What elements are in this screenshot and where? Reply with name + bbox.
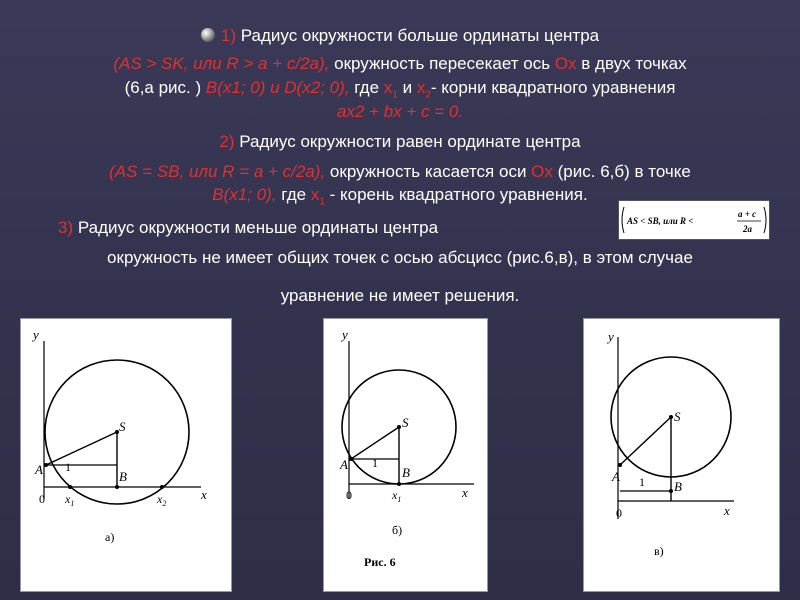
case3-heading <box>58 218 438 238</box>
figure-a-label-b: B <box>119 469 127 484</box>
figure-a-label-x1 <box>64 492 74 508</box>
case1-equation-line <box>0 102 800 122</box>
figure-c-label-1: 1 <box>639 475 645 489</box>
figure-c-point-a <box>618 463 622 467</box>
figure-c-origin: 0 <box>616 506 622 520</box>
case1-text4: где <box>354 78 380 97</box>
figure-b-label-a: A <box>340 457 348 472</box>
case2-text4: - корень квадратного уравнения. <box>329 185 588 204</box>
figure-c-svg <box>584 319 779 591</box>
figure-a-origin: 0 <box>39 492 45 506</box>
figure-c <box>583 318 780 592</box>
case1-and: и <box>402 78 413 97</box>
figure-a-x-label: x <box>201 487 207 502</box>
case1-text3: (6,а рис. ) <box>124 78 202 97</box>
case3-formula <box>619 201 769 239</box>
case2-heading <box>0 132 800 152</box>
figure-a-x1-sub: 1 <box>70 499 75 508</box>
formula-left: AS < SB, или R < <box>627 216 694 226</box>
figure-a-segment-as <box>46 432 117 465</box>
case1-text5: - корни квадратного уравнения <box>430 78 676 97</box>
bullet-icon <box>201 28 215 42</box>
figure-b-caption: б) <box>392 523 403 537</box>
case2-text2: (рис. 6,б) в точке <box>557 162 691 181</box>
case2-x1-sub: 1 <box>319 196 325 208</box>
case1-title: Радиус окружности больше ординаты центра <box>240 26 600 45</box>
formula-paren-right <box>764 207 766 233</box>
case1-x1-sub: 1 <box>392 89 398 101</box>
figure-a-point-b <box>115 485 119 489</box>
formula-paren-left <box>622 207 624 233</box>
figure-b-point-b <box>397 482 401 486</box>
figure-b-svg <box>324 319 487 591</box>
case2-text3: где <box>281 185 307 204</box>
figure-c-point-s <box>669 415 673 419</box>
case3-line3: уравнение не имеет решения. <box>280 286 520 305</box>
case1-x2-sub: 2 <box>425 89 431 101</box>
figure-b-segment-as <box>351 427 399 459</box>
figure-a-x1-base: x <box>65 492 71 506</box>
figure-a-label-1: 1 <box>65 460 71 474</box>
figure-c-label-s: S <box>674 409 681 424</box>
figure-c-y-label: y <box>608 329 614 344</box>
case1-equation: ax2 + bx + c = 0. <box>336 102 464 121</box>
figure-b-x1-base: x <box>392 488 398 502</box>
figure-b-point-s <box>397 425 401 429</box>
case3-formula-box <box>618 200 770 240</box>
case1-number: 1) <box>220 26 236 45</box>
case3-title: Радиус окружности меньше ординаты центра <box>77 218 439 237</box>
figure-b-x1-sub: 1 <box>397 495 402 504</box>
case2-x1: x <box>310 185 320 204</box>
case1-heading <box>0 26 800 46</box>
figure-b-label-x1 <box>391 488 401 504</box>
figure-a-label-x2 <box>156 492 166 508</box>
figure-a-label-s: S <box>119 419 126 434</box>
figure-a-caption: а) <box>105 530 115 544</box>
case2-line2 <box>0 162 800 182</box>
figure-a <box>20 318 232 592</box>
figure-c-x-label: x <box>724 503 730 518</box>
figure-b-y-label: y <box>342 327 348 342</box>
case2-condition: (AS = SB, или R = a + c/2a), <box>109 162 326 181</box>
case3-line2: окружность не имеет общих точек с осью абсцисс (рис.6,в), в этом случае <box>107 248 693 267</box>
figure-b-figlabel: Рис. 6 <box>364 555 396 569</box>
figure-a-svg <box>21 319 231 591</box>
figure-b-x-label: x <box>462 485 468 500</box>
figure-c-segment-as <box>620 417 671 465</box>
figure-c-caption: в) <box>654 544 664 558</box>
figure-b <box>323 318 488 592</box>
figure-a-y-label: y <box>33 327 39 342</box>
case2-title: Радиус окружности равен ординате центра <box>239 132 581 151</box>
figure-a-label-a: A <box>35 462 43 477</box>
figure-c-label-b: B <box>674 479 682 494</box>
case3-number: 3) <box>58 218 74 237</box>
figure-b-label-b: B <box>402 465 410 480</box>
case1-x2: x <box>416 78 426 97</box>
figure-c-label-a: A <box>612 469 620 484</box>
case1-points: B(x1; 0) и D(x2; 0), <box>205 78 350 97</box>
case1-x1: x <box>383 78 393 97</box>
figure-b-origin: 0 <box>346 488 352 502</box>
figure-c-point-b <box>669 489 673 493</box>
case1-condition: (AS > SK, или R > a + c/2a), <box>113 54 330 73</box>
figure-a-point-x1 <box>68 485 72 489</box>
formula-num: a + c <box>738 209 757 219</box>
case2-axis: Ox <box>531 162 553 181</box>
figure-a-point-a <box>44 463 48 467</box>
figure-b-label-1: 1 <box>372 456 378 470</box>
case2-number: 2) <box>219 132 235 151</box>
case1-text2: в двух точках <box>581 54 687 73</box>
case1-text1: окружность пересекает ось <box>334 54 551 73</box>
figure-a-point-x2 <box>160 485 164 489</box>
formula-den: 2a <box>743 224 752 234</box>
case2-text1: окружность касается оси <box>329 162 527 181</box>
case1-line2 <box>0 54 800 74</box>
figure-b-point-a <box>349 457 353 461</box>
case1-axis: Ox <box>554 54 577 73</box>
figure-b-label-s: S <box>402 415 409 430</box>
figure-a-x2-base: x <box>157 492 163 506</box>
figure-a-x2-sub: 2 <box>162 499 167 508</box>
case2-point: B(x1; 0), <box>212 185 277 204</box>
